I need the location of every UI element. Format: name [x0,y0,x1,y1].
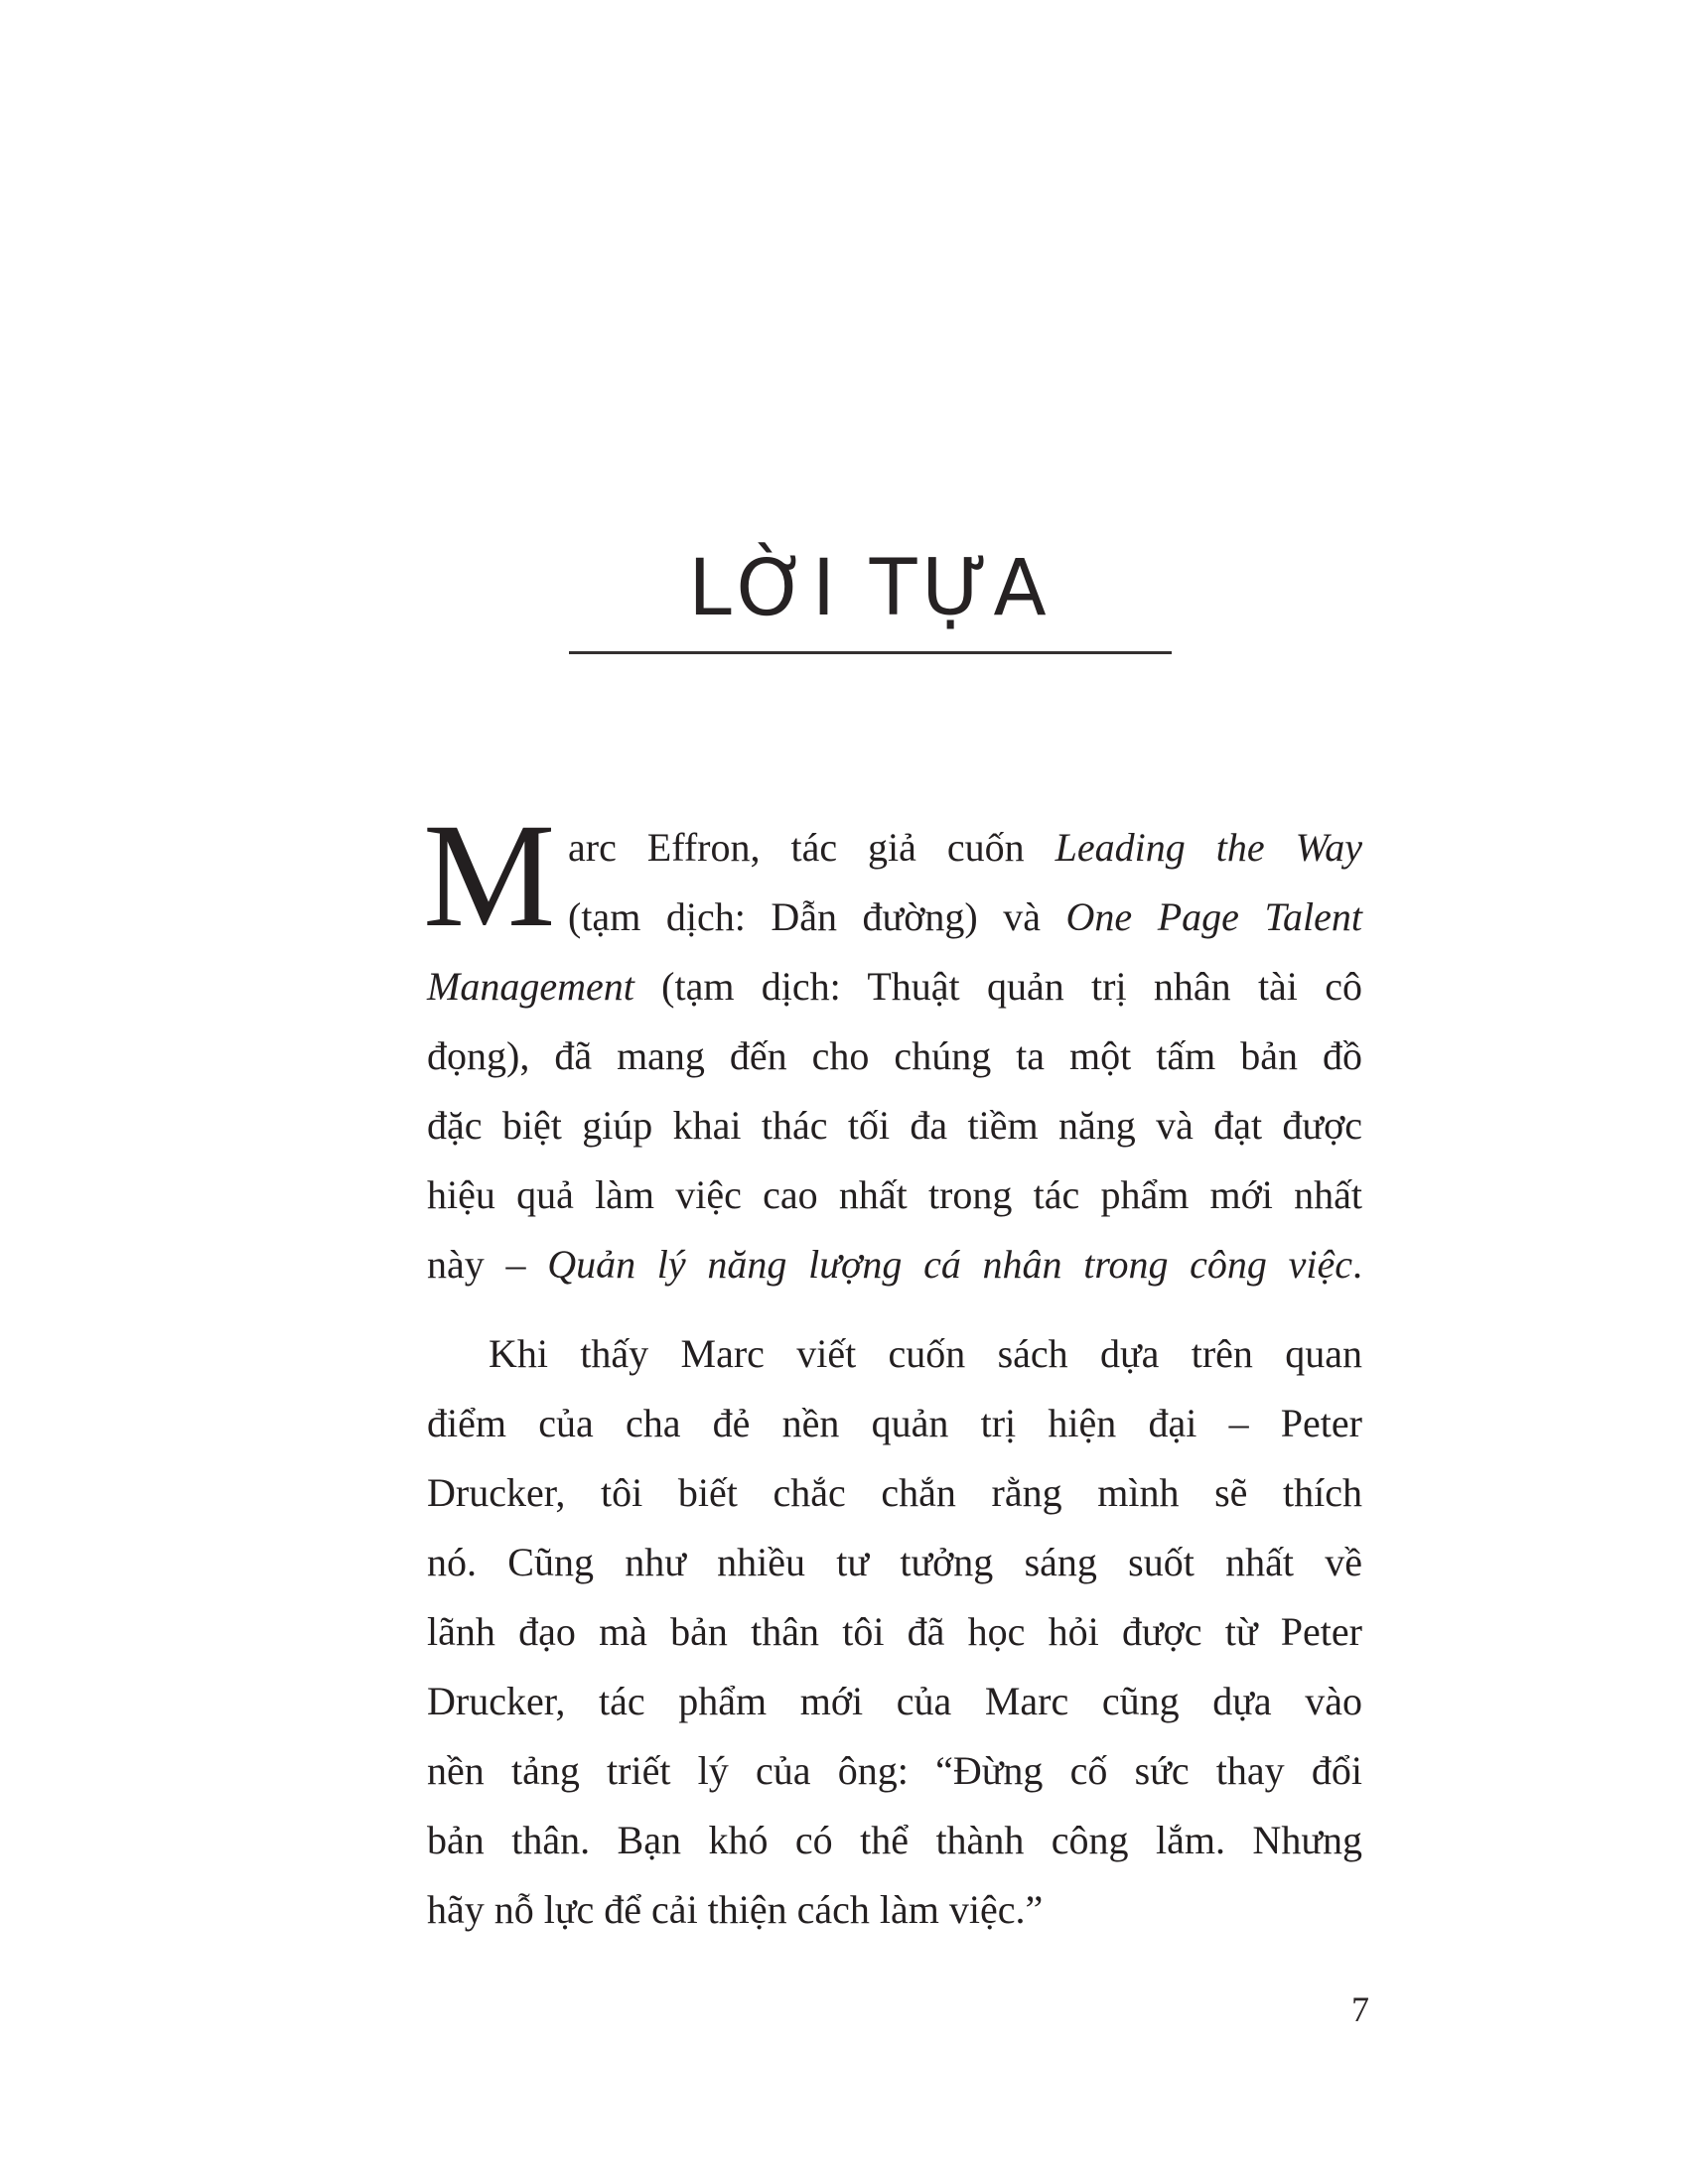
body-line: đặc biệt giúp khai thác tối đa tiềm năng và đạt được [427,1103,1362,1148]
drop-cap: M [423,793,556,958]
body-line: arc Effron, tác giả cuốn Leading the Way [568,825,1362,870]
title-underline [569,651,1172,654]
paragraph [423,793,1362,1299]
chapter-title: LỜI TỰA [688,544,1052,633]
body-line: Khi thấy Marc viết cuốn sách dựa trên quan [489,1331,1362,1376]
body-line: bản thân. Bạn khó có thể thành công lắm. Nhưng [427,1818,1362,1862]
body-line: Drucker, tôi biết chắc chắn rằng mình sẽ thích [427,1470,1362,1515]
paragraph [427,1319,1362,1945]
body-line: điểm của cha đẻ nền quản trị hiện đại – Peter [427,1401,1362,1445]
body-line: lãnh đạo mà bản thân tôi đã học hỏi được từ Peter [427,1609,1362,1654]
body-line: nền tảng triết lý của ông: “Đừng cố sức thay đổi [427,1748,1362,1793]
body-line: (tạm dịch: Dẫn đường) và One Page Talent [568,894,1362,939]
body-line: hãy nỗ lực để cải thiện cách làm việc.” [427,1887,1044,1932]
body-text [423,793,1362,1945]
body-line: Drucker, tác phẩm mới của Marc cũng dựa vào [427,1679,1362,1723]
body-line: đọng), đã mang đến cho chúng ta một tấm bản đồ [427,1033,1362,1078]
body-line: hiệu quả làm việc cao nhất trong tác phẩm mới nhất [427,1172,1362,1217]
body-line: Management (tạm dịch: Thuật quản trị nhân tài cô [427,964,1362,1009]
page-number: 7 [1351,1989,1369,2029]
body-line: này – Quản lý năng lượng cá nhân trong công việc. [427,1242,1362,1287]
body-line: nó. Cũng như nhiều tư tưởng sáng suốt nhất về [427,1540,1362,1584]
